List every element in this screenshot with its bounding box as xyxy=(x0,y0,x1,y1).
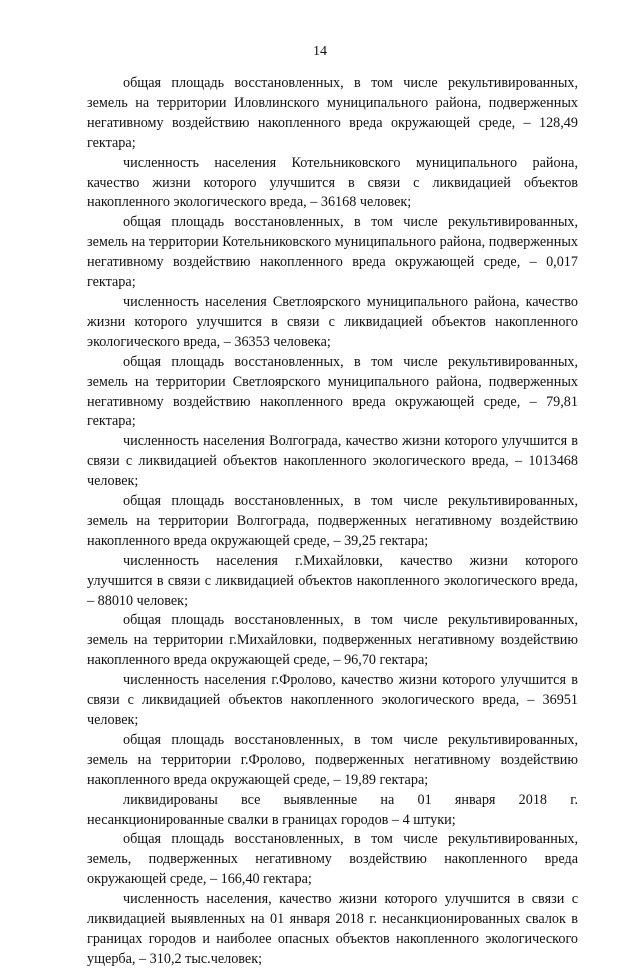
paragraph: общая площадь восстановленных, в том числе рекультивированных, земель на территории Волгограда, подверженных негативному воздействию накопленного вреда окружающей среде, – 39,25 гектара; xyxy=(87,493,578,549)
page-number: 14 xyxy=(313,44,327,59)
paragraph: ликвидированы все выявленные на 01 января 2018 г. несанкционированные свалки в границах городов – 4 штуки; xyxy=(87,791,578,828)
paragraph: общая площадь восстановленных, в том числе рекультивированных, земель на территории Котельниковского муниципального района, подверженных негативному воздействию накопленного вреда окружающей среде, – 0,017 гектара; xyxy=(87,214,578,291)
paragraph: общая площадь восстановленных, в том числе рекультивированных, земель на территории Иловлинского муниципального района, подверженных негативному воздействию накопленного вреда окружающей среде, – 128,49 гектара; xyxy=(87,75,578,151)
paragraph: общая площадь восстановленных, в том числе рекультивированных, земель, подверженных негативному воздействию накопленного вреда окружающей среде, – 166,40 гектара; xyxy=(87,831,578,888)
paragraph: численность населения, качество жизни которого улучшится в связи с ликвидацией выявленных на 01 января 2018 г. несанкционированных свалок в границах городов и наиболее опасных объектов накопленного экологического ущерба, – 310,2 тыс.человек; xyxy=(87,891,578,967)
paragraph: численность населения Волгограда, качество жизни которого улучшится в связи с ликвидацией объектов накопленного экологического вреда, – 1013468 человек; xyxy=(87,433,578,490)
paragraph: численность населения г.Фролово, качество жизни которого улучшится в связи с ликвидацией объектов накопленного экологического вреда, – 36951 человек; xyxy=(87,672,578,728)
paragraph: общая площадь восстановленных, в том числе рекультивированных, земель на территории г.Михайловки, подверженных негативному воздействию накопленного вреда окружающей среде, – 96,70 гектара; xyxy=(87,612,578,669)
paragraph: общая площадь восстановленных, в том числе рекультивированных, земель на территории Светлоярского муниципального района, подверженных негативному воздействию накопленного вреда окружающей среде, – 79,81 гектара; xyxy=(87,353,578,430)
paragraph: численность населения Светлоярского муниципального района, качество жизни которого улучшится в связи с ликвидацией объектов накопленного экологического вреда, – 36353 человека; xyxy=(87,293,578,350)
document-body xyxy=(87,74,578,970)
paragraph: общая площадь восстановленных, в том числе рекультивированных, земель на территории г.Фролово, подверженных негативному воздействию накопленного вреда окружающей среде, – 19,89 гектара; xyxy=(87,731,578,788)
paragraph: численность населения г.Михайловки, качество жизни которого улучшится в связи с ликвидацией объектов накопленного экологического вреда, – 88010 человек; xyxy=(87,552,578,609)
paragraph: численность населения Котельниковского муниципального района, качество жизни которого улучшится в связи с ликвидацией объектов накопленного экологического вреда, – 36168 человек; xyxy=(87,154,578,211)
